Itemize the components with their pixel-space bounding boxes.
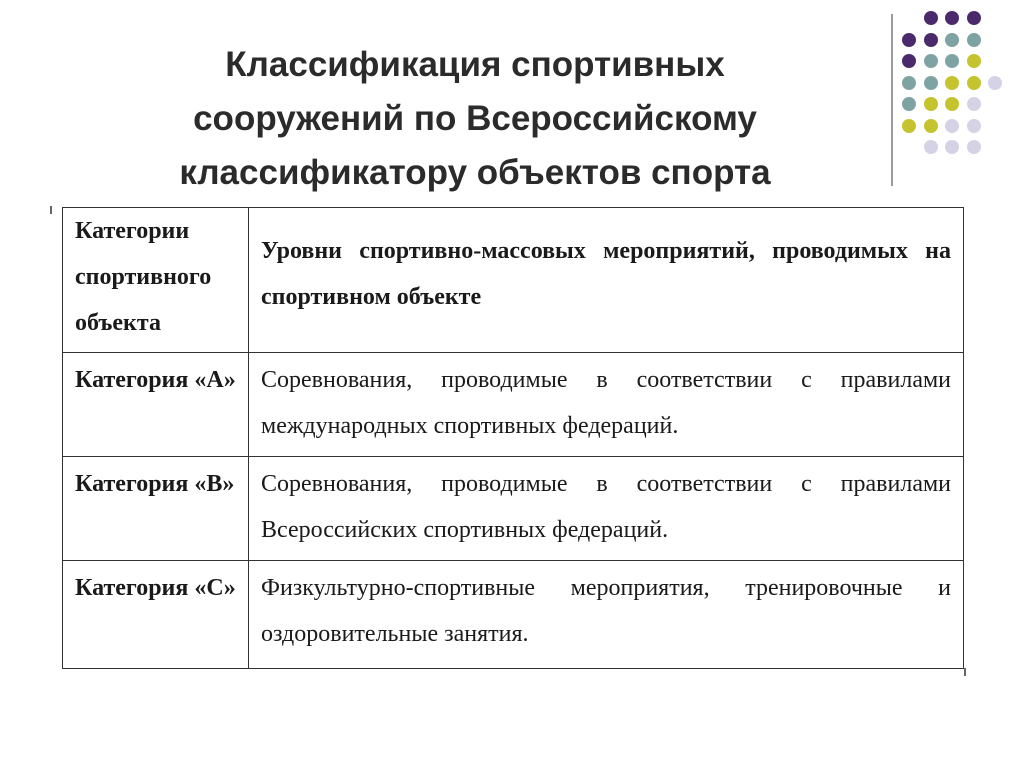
slide-title [90, 38, 860, 200]
table-corner-mark [964, 668, 966, 676]
decorative-dot [967, 76, 981, 90]
description-cell: Физкультурно-спортивные мероприятия, тренировочные и оздоровительные занятия. [249, 561, 964, 669]
header-cell-levels: Уровни спортивно-массовых мероприятий, проводимых на спортивном объекте [249, 208, 964, 353]
decorative-dot [945, 97, 959, 111]
decorative-dot [945, 54, 959, 68]
decorative-dot [967, 119, 981, 133]
decorative-dot [945, 119, 959, 133]
decorative-dot [902, 76, 916, 90]
decorative-dot [945, 140, 959, 154]
category-cell: Категория «B» [63, 457, 249, 561]
slide-title-line-1: Классификация спортивных [225, 45, 725, 84]
decorative-dot [967, 140, 981, 154]
decorative-dot-grid [902, 11, 1022, 171]
table-corner-mark [50, 206, 52, 214]
decorative-dot [902, 119, 916, 133]
slide-title-line-3: классификатору объектов спорта [179, 153, 771, 192]
decorative-dot [967, 33, 981, 47]
decorative-dot [967, 11, 981, 25]
decorative-dot [924, 119, 938, 133]
decorative-dot [902, 97, 916, 111]
decorative-dot [967, 97, 981, 111]
classification-table [62, 207, 964, 669]
category-cell: Категория «А» [63, 353, 249, 457]
decorative-dot [945, 11, 959, 25]
table-row [63, 561, 964, 669]
description-cell: Соревнования, проводимые в соответствии с правилами международных спортивных федераций. [249, 353, 964, 457]
header-cell-category: Категории спортивного объекта [63, 208, 249, 353]
table-header-row [63, 208, 964, 353]
table-row [63, 457, 964, 561]
decorative-dot [945, 76, 959, 90]
decorative-dot [924, 54, 938, 68]
category-cell: Категория «C» [63, 561, 249, 669]
decorative-dot [988, 76, 1002, 90]
decorative-dot [924, 97, 938, 111]
table-row [63, 353, 964, 457]
decorative-dot [924, 76, 938, 90]
decorative-dot [902, 33, 916, 47]
decorative-dot [902, 54, 916, 68]
decorative-dot [924, 33, 938, 47]
description-cell: Соревнования, проводимые в соответствии с правилами Всероссийских спортивных федераций. [249, 457, 964, 561]
decorative-dot [945, 33, 959, 47]
decorative-dot [924, 11, 938, 25]
slide-title-line-2: сооружений по Всероссийскому [193, 99, 757, 138]
decorative-dot [924, 140, 938, 154]
decorative-dot [967, 54, 981, 68]
decorative-divider [891, 14, 893, 186]
